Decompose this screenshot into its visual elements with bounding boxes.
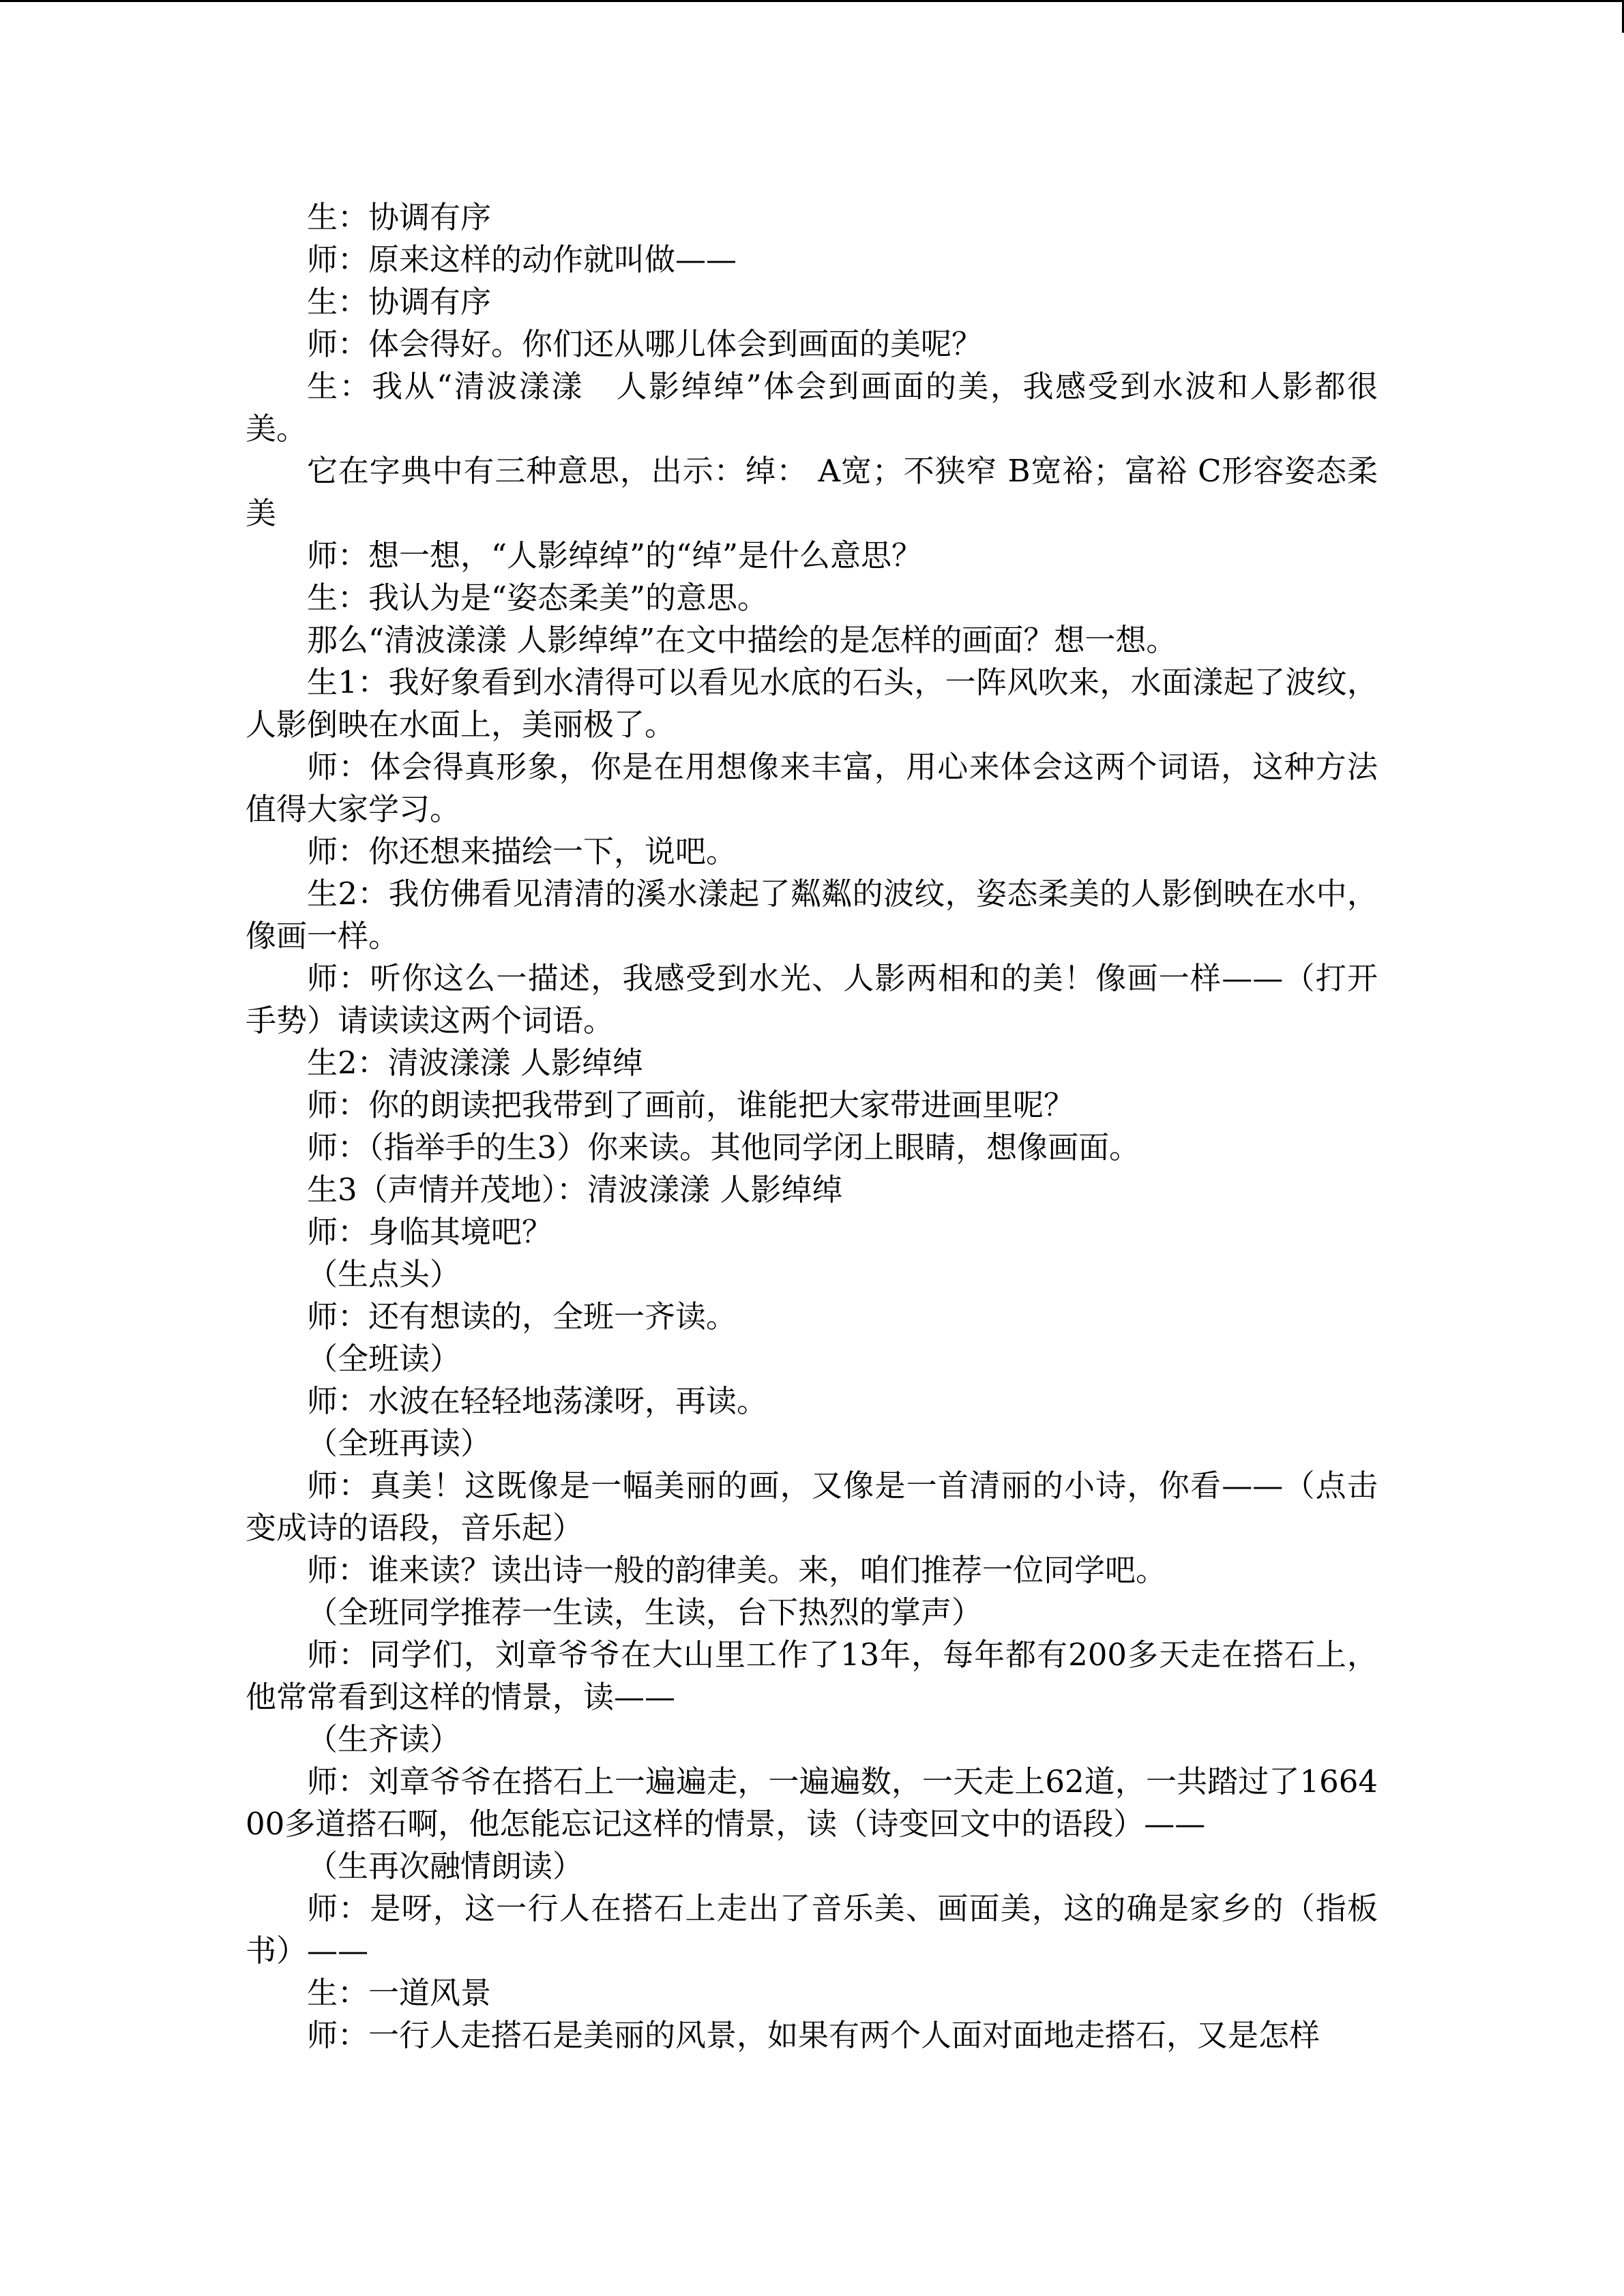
paragraph: 师：体会得好。你们还从哪儿体会到画面的美呢？ xyxy=(307,326,983,362)
paragraph: 师：想一想，“人影绰绰”的“绰”是什么意思？ xyxy=(307,537,923,573)
paragraph: 师：你的朗读把我带到了画前，谁能把大家带进画里呢？ xyxy=(307,1087,1075,1123)
document-body xyxy=(246,196,1378,2057)
paragraph: 师：体会得真形象，你是在用想像来丰富，用心来体会这两个词语，这种方法值得大家学习。 xyxy=(246,749,1378,827)
paragraph: （全班再读） xyxy=(307,1425,492,1461)
paragraph: （生再次融情朗读） xyxy=(307,1848,584,1884)
paragraph: 师：是呀，这一行人在搭石上走出了音乐美、画面美，这的确是家乡的（指板书）—— xyxy=(246,1890,1378,1969)
paragraph: 生2：清波漾漾 人影绰绰 xyxy=(307,1045,643,1081)
paragraph: 生1：我好象看到水清得可以看见水底的石头，一阵风吹来，水面漾起了波纹，人影倒映在水面上，美丽极了。 xyxy=(246,664,1378,743)
paragraph: 生：协调有序 xyxy=(307,199,492,235)
paragraph: 生：我认为是“姿态柔美”的意思。 xyxy=(307,580,769,616)
paragraph: 师：刘章爷爷在搭石上一遍遍走，一遍遍数，一天走上62道，一共踏过了166400多道搭石啊，他怎能忘记这样的情景，读（诗变回文中的语段）—— xyxy=(246,1763,1378,1842)
paragraph: 师：水波在轻轻地荡漾呀，再读。 xyxy=(307,1383,768,1419)
paragraph: 生：我从“清波漾漾 人影绰绰”体会到画面的美，我感受到水波和人影都很美。 xyxy=(246,368,1378,447)
page-top-border xyxy=(0,0,1624,2)
paragraph: 师：谁来读？读出诗一般的韵律美。来，咱们推荐一位同学吧。 xyxy=(307,1552,1167,1588)
paragraph: 生2：我仿佛看见清清的溪水漾起了粼粼的波纹，姿态柔美的人影倒映在水中，像画一样。 xyxy=(246,876,1378,954)
paragraph: 师：还有想读的，全班一齐读。 xyxy=(307,1298,737,1335)
paragraph: （全班读） xyxy=(307,1341,461,1377)
paragraph: 师：原来这样的动作就叫做—— xyxy=(307,241,737,278)
paragraph: （生齐读） xyxy=(307,1721,461,1757)
paragraph: 师：你还想来描绘一下，说吧。 xyxy=(307,833,737,869)
paragraph: 那么“清波漾漾 人影绰绰”在文中描绘的是怎样的画面？想一想。 xyxy=(307,622,1177,658)
paragraph: 师：真美！这既像是一幅美丽的画，又像是一首清丽的小诗，你看——（点击变成诗的语段，音乐起） xyxy=(246,1467,1378,1546)
paragraph: （全班同学推荐一生读，生读，台下热烈的掌声） xyxy=(307,1594,983,1630)
paragraph: 生：协调有序 xyxy=(307,284,492,320)
paragraph: 它在字典中有三种意思，出示：绰： A宽；不狭窄 B宽裕；富裕 C形容姿态柔美 xyxy=(246,453,1378,531)
paragraph: 师：同学们，刘章爷爷在大山里工作了13年，每年都有200多天走在搭石上，他常常看到这样的情景，读—— xyxy=(246,1637,1378,1715)
paragraph: 师：听你这么一描述，我感受到水光、人影两相和的美！像画一样——（打开手势）请读读这两个词语。 xyxy=(246,960,1378,1039)
paragraph: 生：一道风景 xyxy=(307,1975,492,2011)
paragraph: 师：（指举手的生3）你来读。其他同学闭上眼睛，想像画面。 xyxy=(307,1129,1140,1165)
paragraph: 师：身临其境吧？ xyxy=(307,1214,553,1250)
paragraph: （生点头） xyxy=(307,1256,461,1292)
paragraph: 师：一行人走搭石是美丽的风景，如果有两个人面对面地走搭石，又是怎样 xyxy=(307,2017,1320,2053)
paragraph: 生3（声情并茂地）：清波漾漾 人影绰绰 xyxy=(307,1172,843,1208)
